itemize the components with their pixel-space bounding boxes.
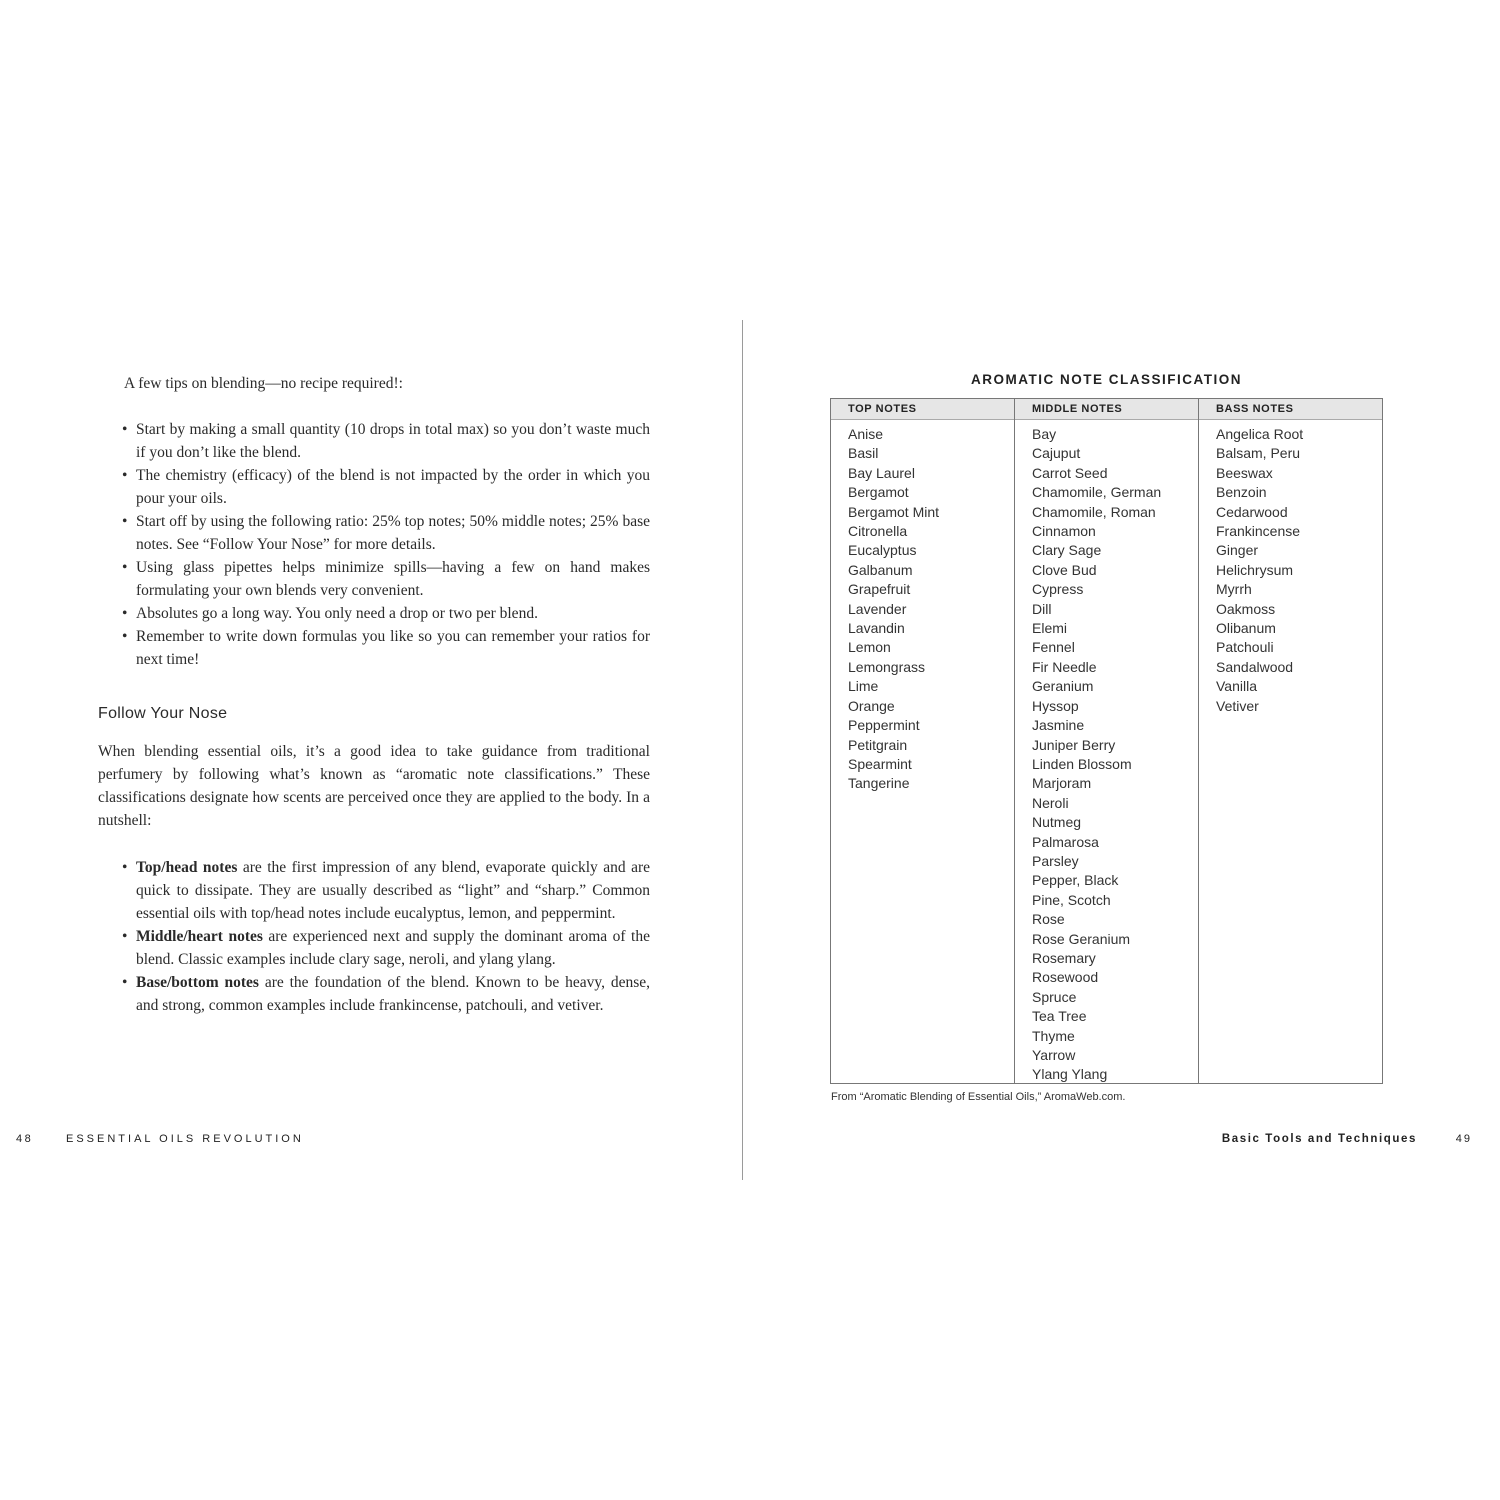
running-head-right: Basic Tools and Techniques [1221,1133,1417,1145]
tip-item: • The chemistry (efficacy) of the blend is not impacted by the order in which you pour your oils. [120,464,650,510]
oil-name: Neroli [1032,794,1069,811]
oil-name: Cinnamon [1032,523,1096,540]
oil-name: Lime [848,678,879,695]
oil-name: Lemon [848,639,891,656]
tip-item: • Start by making a small quantity (10 drops in total max) so you don’t waste much if you don’t like the blend. [120,418,650,464]
note-description: are the foundation of the blend. Known to be heavy, dense, and strong, common examples include frankincense, patchouli, and vetiver. [136,974,650,1014]
oil-name: Pepper, Black [1032,872,1119,889]
oil-name: Bay Laurel [848,464,915,481]
oil-name: Balsam, Peru [1216,445,1301,462]
oil-name: Fir Needle [1032,658,1097,675]
note-term: Top/head notes [136,859,238,876]
tips-intro: A few tips on blending—no recipe required!: [124,375,403,392]
column-items [1015,420,1198,1085]
oil-name: Ginger [1216,542,1259,559]
oil-name: Peppermint [848,717,920,734]
oil-name: Spruce [1032,988,1077,1005]
oil-name: Eucalyptus [848,542,917,559]
oil-name: Rose Geranium [1032,930,1131,947]
column-items [831,420,1014,794]
oil-name: Citronella [848,523,908,540]
oil-name: Bay [1032,426,1057,442]
oil-name: Frankincense [1216,523,1301,540]
oil-name: Sandalwood [1216,658,1294,675]
oil-name: Fennel [1032,639,1075,656]
note-description: are the first impression of any blend, evaporate quickly and are quick to dissipate. They are usually described as “light” and “sharp.” Common essential oils with top/head notes include eucalyptus, lemon, and peppermint. [136,859,650,922]
oil-name: Lavender [848,600,907,617]
oil-name: Orange [848,697,895,714]
note-type-item [120,925,650,971]
tip-item: • Start off by using the following ratio: 25% top notes; 50% middle notes; 25% base notes. See “Follow Your Nose” for more details. [120,510,650,556]
oil-name: Beeswax [1216,464,1273,481]
oil-name: Tangerine [848,775,910,792]
oil-name: Basil [848,445,879,462]
oil-name: Yarrow [1032,1047,1076,1063]
body-paragraph: When blending essential oils, it’s a good idea to take guidance from traditional perfumery by following what’s known as “aromatic note classifications.” These classifications designate how scents are perceived once they are applied to the body. In a nutshell: [98,743,650,829]
oil-name: Galbanum [848,561,913,578]
note-classification-table [830,398,1383,1084]
oil-name: Cypress [1032,581,1084,598]
note-term: Base/bottom notes [136,974,259,991]
oil-name: Hyssop [1032,697,1079,714]
oil-name: Parsley [1032,852,1079,869]
oil-name: Thyme [1032,1027,1075,1044]
column-items [1199,420,1382,716]
oil-name: Juniper Berry [1032,736,1116,753]
oil-name: Spearmint [848,755,912,772]
oil-name: Grapefruit [848,581,911,598]
oil-name: Benzoin [1216,484,1267,501]
oil-name: Rosemary [1032,949,1096,966]
oil-name: Tea Tree [1032,1008,1087,1025]
note-type-item [120,971,650,1017]
oil-name: Lemongrass [848,658,926,675]
oil-name: Olibanum [1216,620,1276,637]
tips-list [120,418,650,671]
left-page [0,0,742,1500]
column-header: TOP NOTES [831,399,1014,420]
oil-name: Myrrh [1216,581,1252,598]
oil-name: Clove Bud [1032,561,1097,578]
bass-notes-column [1198,399,1382,1083]
right-page [743,0,1500,1500]
table-title: AROMATIC NOTE CLASSIFICATION [971,372,1242,387]
page-number-left: 48 [16,1133,34,1145]
oil-name: Palmarosa [1032,833,1099,850]
oil-name: Oakmoss [1216,600,1276,617]
oil-name: Helichrysum [1216,561,1294,578]
oil-name: Cedarwood [1216,503,1288,520]
oil-name: Nutmeg [1032,814,1082,831]
oil-name: Jasmine [1032,717,1085,734]
oil-name: Cajuput [1032,445,1081,462]
oil-name: Chamomile, Roman [1032,503,1156,520]
oil-name: Marjoram [1032,775,1092,792]
oil-name: Elemi [1032,620,1068,637]
oil-name: Petitgrain [848,736,908,753]
oil-name: Bergamot Mint [848,503,940,520]
note-type-item [120,856,650,925]
oil-name: Carrot Seed [1032,464,1108,481]
oil-name: Vetiver [1216,697,1259,714]
oil-name: Patchouli [1216,639,1274,656]
section-heading: Follow Your Nose [98,705,228,722]
top-notes-column [831,399,1014,1083]
column-header: MIDDLE NOTES [1015,399,1198,420]
oil-name: Anise [848,426,884,442]
oil-name: Pine, Scotch [1032,891,1111,908]
table-source-note: From “Aromatic Blending of Essential Oils,” AromaWeb.com. [831,1091,1126,1103]
note-description: are experienced next and supply the dominant aroma of the blend. Classic examples include clary sage, neroli, and ylang ylang. [136,928,650,968]
oil-name: Vanilla [1216,678,1257,695]
page-number-right: 49 [1455,1133,1472,1145]
tip-item: • Absolutes go a long way. You only need a drop or two per blend. [120,602,650,625]
running-head-left: ESSENTIAL OILS REVOLUTION [66,1133,304,1145]
oil-name: Angelica Root [1216,426,1304,442]
tip-item: • Remember to write down formulas you like so you can remember your ratios for next time! [120,625,650,671]
oil-name: Clary Sage [1032,542,1102,559]
oil-name: Rose [1032,911,1065,928]
tip-item: • Using glass pipettes helps minimize spills—having a few on hand makes formulating your own blends very convenient. [120,556,650,602]
column-header: BASS NOTES [1199,399,1382,420]
note-term: Middle/heart notes [136,928,263,945]
oil-name: Chamomile, German [1032,484,1162,501]
oil-name: Lavandin [848,620,905,637]
oil-name: Dill [1032,600,1052,617]
note-types-list [120,856,650,1017]
oil-name: Geranium [1032,678,1094,695]
oil-name: Linden Blossom [1032,755,1132,772]
oil-name: Bergamot [848,484,909,501]
oil-name: Rosewood [1032,969,1099,986]
middle-notes-column [1014,399,1198,1083]
oil-name: Ylang Ylang [1032,1066,1108,1083]
